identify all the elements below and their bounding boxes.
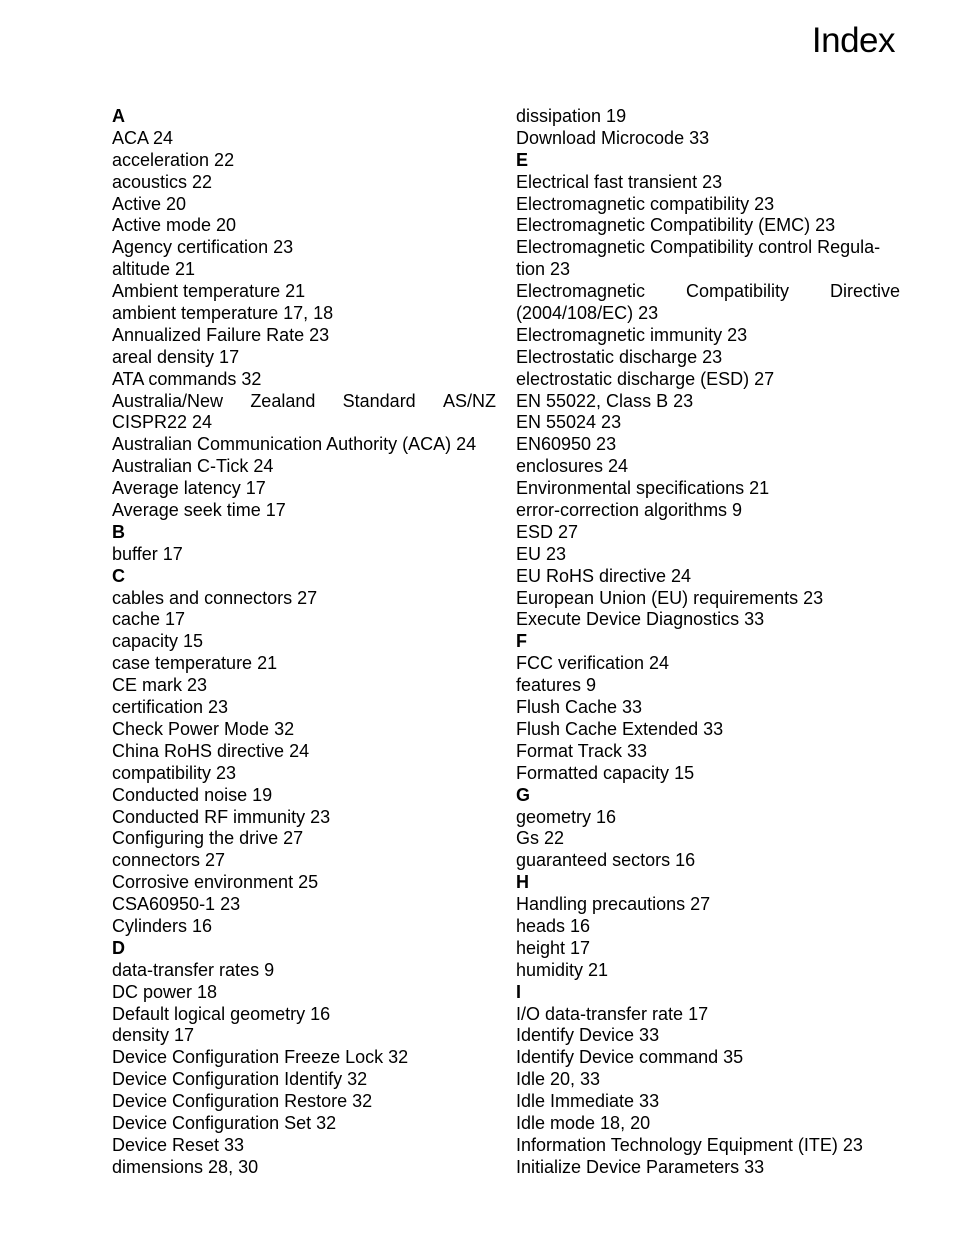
index-entry: enclosures 24 [516, 456, 629, 477]
index-entry: compatibility 23 [112, 762, 237, 783]
index-entry: Flush Cache Extended 33 [516, 718, 724, 739]
index-entry: Electrostatic discharge 23 [516, 346, 723, 367]
index-entry: (2004/108/EC) 23 [516, 303, 659, 324]
index-entry: Flush Cache 33 [516, 697, 643, 718]
index-entry: heads 16 [516, 915, 591, 936]
index-entry: Conducted noise 19 [112, 784, 273, 805]
index-entry: guaranteed sectors 16 [516, 850, 696, 871]
index-entry: FCC verification 24 [516, 653, 670, 674]
index-entry: Agency certification 23 [112, 237, 294, 258]
index-entry: CISPR22 24 [112, 412, 213, 433]
index-entry: Format Track 33 [516, 740, 648, 761]
index-entry: humidity 21 [516, 959, 609, 980]
index-entry: EU 23 [516, 543, 567, 564]
index-entry: error-correction algorithms 9 [516, 500, 743, 521]
index-entry: cache 17 [112, 609, 186, 630]
index-entry: Conducted RF immunity 23 [112, 806, 331, 827]
index-column-left [112, 106, 496, 1179]
index-entry: Cylinders 16 [112, 915, 213, 936]
index-entry [112, 391, 496, 413]
index-entry-word: Australia/New [112, 390, 224, 411]
index-entry: case temperature 21 [112, 653, 278, 674]
index-entry: Environmental specifications 21 [516, 478, 770, 499]
index-entry: EU RoHS directive 24 [516, 565, 692, 586]
index-entry: buffer 17 [112, 543, 183, 564]
index-entry: Average latency 17 [112, 478, 266, 499]
index-section-letter: B [112, 521, 125, 542]
index-entry: Default logical geometry 16 [112, 1003, 331, 1024]
index-entry: Average seek time 17 [112, 500, 286, 521]
index-section-letter: H [516, 872, 529, 893]
index-entry-word: Standard [342, 390, 416, 411]
index-entry: Electromagnetic Compatibility control Regula- [516, 237, 881, 258]
index-entry: tion 23 [516, 259, 571, 280]
index-entry: Gs 22 [516, 828, 565, 849]
index-entry: acceleration 22 [112, 149, 235, 170]
index-entry: Handling precautions 27 [516, 894, 711, 915]
index-entry: dissipation 19 [516, 106, 627, 126]
index-entry: Idle 20, 33 [516, 1069, 601, 1090]
index-entry: Australian Communication Authority (ACA) 24 [112, 434, 477, 455]
index-entry: density 17 [112, 1025, 195, 1046]
index-entry: Initialize Device Parameters 33 [516, 1156, 765, 1177]
index-entry: ambient temperature 17, 18 [112, 303, 334, 324]
index-entry: areal density 17 [112, 346, 240, 367]
index-section-letter: F [516, 631, 527, 652]
index-entry: Information Technology Equipment (ITE) 23 [516, 1134, 863, 1155]
index-entry: CSA60950-1 23 [112, 894, 241, 915]
index-entry: European Union (EU) requirements 23 [516, 587, 824, 608]
index-entry: Active mode 20 [112, 215, 237, 236]
index-entry: Formatted capacity 15 [516, 762, 695, 783]
index-entry: Idle mode 18, 20 [516, 1112, 651, 1133]
index-section-letter: G [516, 784, 531, 805]
index-entry: Annualized Failure Rate 23 [112, 324, 330, 345]
index-entry: Device Reset 33 [112, 1134, 245, 1155]
index-entry: acoustics 22 [112, 171, 213, 192]
index-entry: data-transfer rates 9 [112, 959, 275, 980]
index-entry-word: Directive [829, 281, 900, 302]
index-entry: Identify Device command 35 [516, 1047, 744, 1068]
index-section-letter: I [516, 981, 522, 1002]
index-entry: Active 20 [112, 193, 187, 214]
index-entry: EN 55022, Class B 23 [516, 390, 694, 411]
index-entry: Device Configuration Freeze Lock 32 [112, 1047, 409, 1068]
index-entry: Electrical fast transient 23 [516, 171, 723, 192]
index-entry: Australian C-Tick 24 [112, 456, 274, 477]
index-entry: Device Configuration Set 32 [112, 1112, 337, 1133]
page-title: Index [811, 21, 895, 60]
index-entry [516, 281, 900, 303]
index-entry: electrostatic discharge (ESD) 27 [516, 368, 775, 389]
index-entry: Download Microcode 33 [516, 127, 710, 148]
index-entry: cables and connectors 27 [112, 587, 318, 608]
index-entry: CE mark 23 [112, 675, 208, 696]
index-entry: Idle Immediate 33 [516, 1091, 660, 1112]
index-entry: Corrosive environment 25 [112, 872, 319, 893]
index-section-letter: E [516, 149, 529, 170]
index-entry: capacity 15 [112, 631, 204, 652]
index-entry: dimensions 28, 30 [112, 1156, 259, 1177]
index-entry: Configuring the drive 27 [112, 828, 304, 849]
index-section-letter: A [112, 106, 125, 126]
index-entry: Execute Device Diagnostics 33 [516, 609, 765, 630]
index-entry: DC power 18 [112, 981, 218, 1002]
index-entry: EN 55024 23 [516, 412, 622, 433]
index-section-letter: D [112, 937, 125, 958]
index-entry-word: AS/NZ [442, 390, 496, 411]
index-entry: Ambient temperature 21 [112, 281, 306, 302]
index-entry: connectors 27 [112, 850, 226, 871]
index-entry: certification 23 [112, 697, 229, 718]
index-entry: I/O data-transfer rate 17 [516, 1003, 709, 1024]
index-entry-word: Zealand [250, 390, 316, 411]
index-entry: Electromagnetic immunity 23 [516, 324, 748, 345]
index-column-right [516, 106, 900, 1179]
index-entry: height 17 [516, 937, 591, 958]
index-entry: China RoHS directive 24 [112, 740, 310, 761]
index-entry: features 9 [516, 675, 597, 696]
index-entry: Check Power Mode 32 [112, 718, 295, 739]
index-entry: Device Configuration Restore 32 [112, 1091, 373, 1112]
index-entry: ATA commands 32 [112, 368, 262, 389]
index-entry: ACA 24 [112, 127, 174, 148]
index-entry: EN60950 23 [516, 434, 617, 455]
index-entry: geometry 16 [516, 806, 617, 827]
index-entry: altitude 21 [112, 259, 196, 280]
index-entry-word: Electromagnetic [516, 281, 646, 302]
index-section-letter: C [112, 565, 125, 586]
index-entry: Device Configuration Identify 32 [112, 1069, 368, 1090]
index-entry: Identify Device 33 [516, 1025, 660, 1046]
index-entry: Electromagnetic compatibility 23 [516, 193, 775, 214]
index-entry: Electromagnetic Compatibility (EMC) 23 [516, 215, 836, 236]
index-entry: ESD 27 [516, 521, 579, 542]
index-entry-word: Compatibility [686, 281, 790, 302]
